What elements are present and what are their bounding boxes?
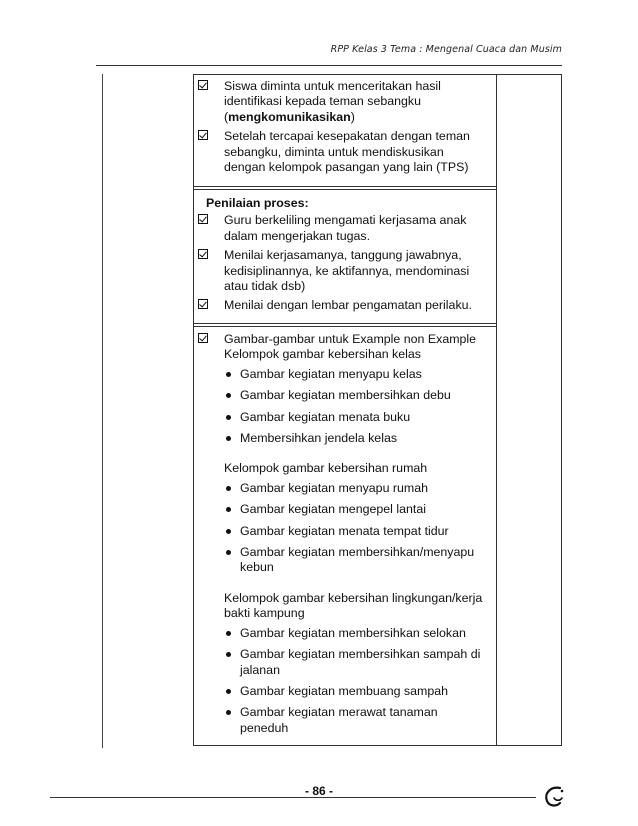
table-column-divider — [496, 74, 497, 746]
checkbox-checked-icon — [198, 130, 208, 140]
page-number: - 86 - — [304, 784, 333, 798]
bullet-icon — [226, 529, 231, 534]
list-item-text: Gambar kegiatan membersihkan/menyapu — [240, 545, 475, 560]
bullet-icon — [226, 415, 231, 420]
list-item — [198, 481, 490, 496]
item-text-line: identifikasi kepada teman sebangku — [224, 94, 422, 109]
bullet-icon — [226, 507, 231, 512]
bullet-icon — [226, 550, 231, 555]
row-separator-1 — [193, 186, 496, 187]
footer-rule — [50, 797, 536, 798]
paren-open: ( — [224, 109, 229, 124]
list-item-text: Gambar kegiatan menyapu rumah — [240, 480, 429, 495]
item-text-line: Menilai dengan lembar pengamatan perilaku. — [224, 298, 472, 313]
list-item — [198, 545, 490, 576]
list-item-text: Gambar kegiatan membersihkan selokan — [240, 625, 466, 640]
group-title: Kelompok gambar kebersihan lingkungan/kerja — [224, 590, 483, 605]
list-item-text: Gambar kegiatan menyapu kelas — [240, 366, 422, 381]
list-item-text: peneduh — [240, 720, 289, 735]
bullet-icon — [226, 372, 231, 377]
list-item — [198, 684, 490, 699]
bullet-icon — [226, 631, 231, 636]
checklist-item — [198, 79, 490, 125]
checkbox-checked-icon — [198, 80, 208, 90]
swirl-logo-icon — [540, 782, 568, 810]
section-2 — [198, 196, 490, 314]
checkbox-checked-icon — [198, 249, 208, 259]
header-rule — [96, 65, 562, 66]
bullet-icon — [226, 486, 231, 491]
section-3 — [198, 332, 490, 736]
checklist-item — [198, 298, 490, 313]
list-item-text: Gambar kegiatan menata buku — [240, 409, 411, 424]
item-text-line: Setelah tercapai kesepakatan dengan teman — [224, 129, 470, 144]
paren-close: ) — [350, 109, 355, 124]
list-item-text: Gambar kegiatan membuang sampah — [240, 683, 449, 698]
left-margin-rule — [102, 74, 103, 748]
group-title: bakti kampung — [224, 606, 305, 621]
checkbox-checked-icon — [198, 214, 208, 224]
item-text-line: Menilai kerjasamanya, tanggung jawabnya, — [224, 248, 462, 263]
checkbox-checked-icon — [198, 299, 208, 309]
item-text-line: Gambar-gambar untuk Example non Example — [224, 332, 477, 346]
list-item — [198, 626, 490, 641]
list-item — [198, 367, 490, 382]
list-item-text: Gambar kegiatan merawat tanaman — [240, 705, 438, 720]
bullet-icon — [226, 393, 231, 398]
bullet-icon — [226, 436, 231, 441]
item-text-line: dalam mengerjakan tugas. — [224, 228, 371, 243]
checklist-item — [198, 248, 490, 294]
checklist-item — [198, 213, 490, 244]
item-text-line: sebangku, diminta untuk mendiskusikan — [224, 144, 444, 159]
group-title: Kelompok gambar kebersihan rumah — [224, 461, 428, 476]
item-text-line: atau tidak dsb) — [224, 279, 306, 294]
list-item-text: Gambar kegiatan mengepel lantai — [240, 502, 426, 517]
list-item — [198, 431, 490, 446]
section-heading: Penilaian proses: — [206, 196, 309, 210]
list-item — [198, 524, 490, 539]
list-item — [198, 388, 490, 403]
checkbox-checked-icon — [198, 333, 208, 343]
list-item-text: Membersihkan jendela kelas — [240, 431, 398, 446]
checklist-item — [198, 332, 490, 347]
list-item-text: Gambar kegiatan menata tempat tidur — [240, 523, 449, 538]
section-1 — [198, 79, 490, 175]
item-text-line — [224, 110, 490, 125]
row-separator-2 — [193, 323, 496, 324]
item-text-line: Siswa diminta untuk menceritakan hasil — [224, 79, 441, 93]
bold-term: mengkomunikasikan — [228, 109, 351, 124]
list-item-text: Gambar kegiatan membersihkan sampah di — [240, 647, 481, 662]
list-item — [198, 410, 490, 425]
bullet-icon — [226, 689, 231, 694]
bullet-icon — [226, 710, 231, 715]
list-item — [198, 502, 490, 517]
list-item-text: kebun — [240, 560, 274, 575]
item-text-line: Guru berkeliling mengamati kerjasama anak — [224, 213, 467, 228]
bullet-icon — [226, 652, 231, 657]
list-item — [198, 705, 490, 736]
header-title: RPP Kelas 3 Tema : Mengenal Cuaca dan Musim — [330, 44, 562, 55]
list-item-text: jalanan — [240, 662, 280, 677]
list-item-text: Gambar kegiatan membersihkan debu — [240, 388, 451, 403]
item-text-line: kedisiplinannya, ke aktifannya, mendominasi — [224, 263, 470, 278]
item-text-line: dengan kelompok pasangan yang lain (TPS) — [224, 160, 469, 175]
checklist-item — [198, 129, 490, 175]
group-title: Kelompok gambar kebersihan kelas — [224, 347, 421, 362]
list-item — [198, 647, 490, 678]
